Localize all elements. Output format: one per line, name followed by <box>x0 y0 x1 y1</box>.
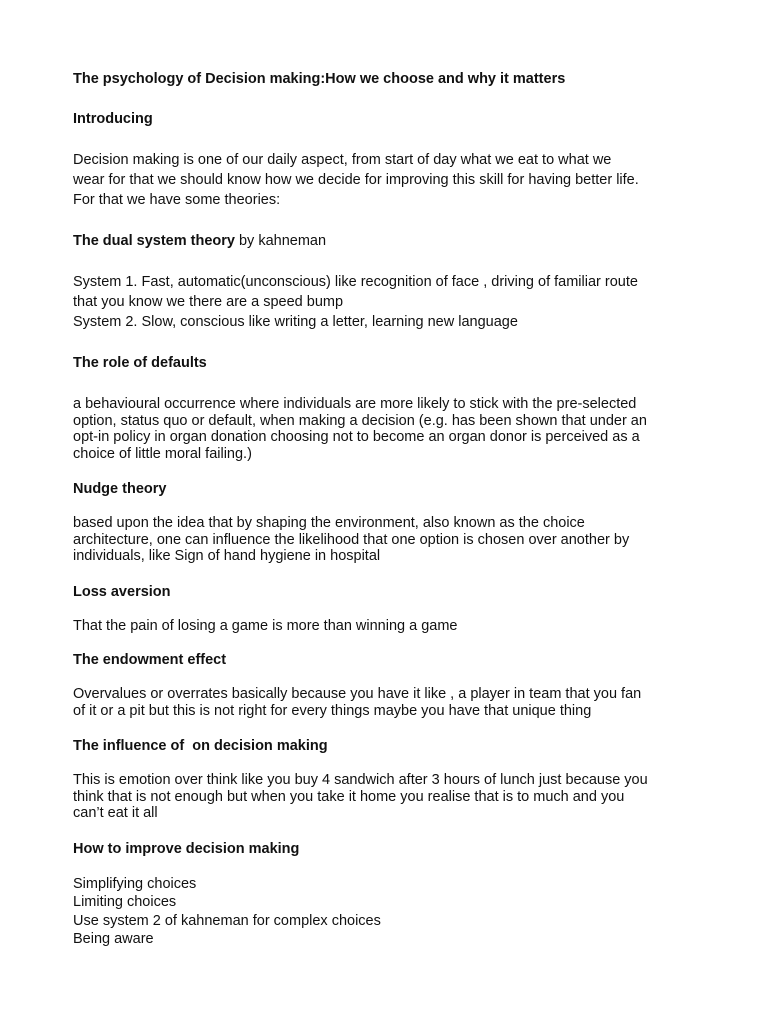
defaults-line: a behavioural occurrence where individuals are more likely to stick with the pre-selected <box>73 396 637 412</box>
dual-system-heading-bold: The dual system theory <box>73 233 235 249</box>
dual-system-line: System 2. Slow, conscious like writing a letter, learning new language <box>73 314 518 330</box>
dual-system-line: System 1. Fast, automatic(unconscious) like recognition of face , driving of familiar route <box>73 274 638 290</box>
list-item: Being aware <box>73 931 154 947</box>
document-page <box>73 70 703 949</box>
influence-line: This is emotion over think like you buy 4 sandwich after 3 hours of lunch just because you <box>73 772 648 788</box>
influence-line: think that is not enough but when you take it home you realise that is to much and you <box>73 788 625 805</box>
loss-aversion-heading: Loss aversion <box>73 583 171 600</box>
list-item: Use system 2 of kahneman for complex choices <box>73 912 381 929</box>
defaults-line: option, status quo or default, when making a decision (e.g. has been shown that under an <box>73 412 647 429</box>
influence-paragraph <box>73 772 703 822</box>
endowment-heading: The endowment effect <box>73 652 227 668</box>
list-item: Simplifying choices <box>73 875 197 892</box>
intro-line: Decision making is one of our daily aspect, from start of day what we eat to what we <box>73 152 612 168</box>
list-item: Limiting choices <box>73 894 177 910</box>
nudge-heading: Nudge theory <box>73 481 167 497</box>
nudge-paragraph <box>73 515 703 565</box>
endowment-line: of it or a pit but this is not right for every things maybe you have that unique thing <box>73 702 592 719</box>
nudge-line: based upon the idea that by shaping the environment, also known as the choice <box>73 515 585 531</box>
influence-line: can’t eat it all <box>73 805 158 821</box>
document-title: The psychology of Decision making:How we choose and why it matters <box>73 71 566 87</box>
endowment-line: Overvalues or overrates basically because you have it like , a player in team that you fan <box>73 686 642 702</box>
nudge-line: architecture, one can influence the likelihood that one option is chosen over another by <box>73 531 630 548</box>
intro-heading: Introducing <box>73 111 153 127</box>
intro-line: For that we have some theories: <box>73 192 281 208</box>
dual-system-line: that you know we there are a speed bump <box>73 294 344 310</box>
improve-list <box>73 875 703 949</box>
dual-system-heading-rest: by kahneman <box>234 233 327 249</box>
loss-aversion-line: That the pain of losing a game is more than winning a game <box>73 617 458 634</box>
defaults-line: choice of little moral failing.) <box>73 445 252 462</box>
intro-line: wear for that we should know how we decide for improving this skill for having better life. <box>73 172 639 188</box>
dual-system-paragraph <box>73 272 703 332</box>
improve-heading: How to improve decision making <box>73 840 300 857</box>
defaults-heading: The role of defaults <box>73 355 207 371</box>
loss-aversion-paragraph <box>73 618 703 635</box>
dual-system-heading <box>73 232 703 250</box>
defaults-paragraph <box>73 396 703 462</box>
defaults-line: opt-in policy in organ donation choosing not to become an organ donor is perceived as a <box>73 429 640 445</box>
influence-heading: The influence of on decision making <box>73 738 328 754</box>
endowment-paragraph <box>73 686 703 719</box>
intro-paragraph <box>73 150 703 210</box>
nudge-line: individuals, like Sign of hand hygiene in hospital <box>73 548 381 564</box>
